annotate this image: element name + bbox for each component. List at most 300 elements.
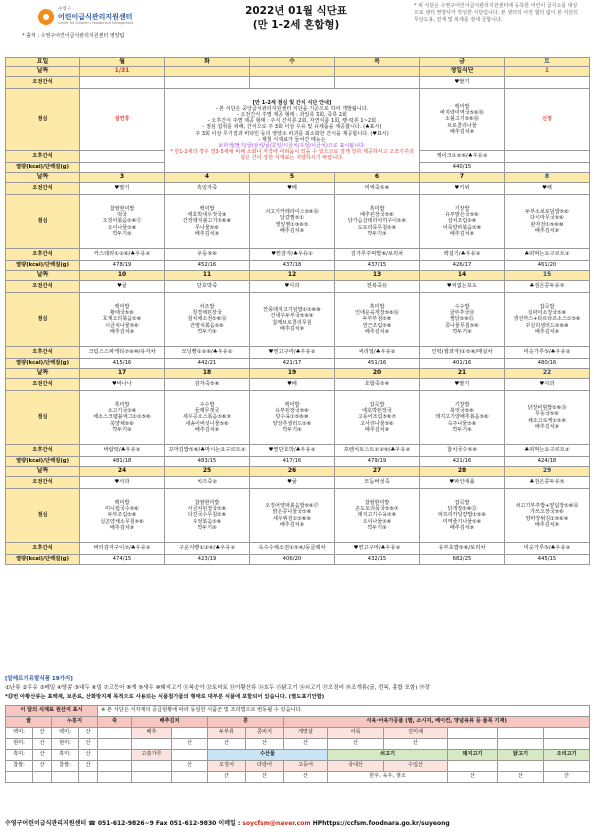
am-snack-cell bbox=[335, 77, 420, 89]
am-snack-cell: 감자죽⑤⑥ bbox=[165, 379, 250, 391]
kcal-cell: 474/15 bbox=[80, 555, 165, 565]
am-snack-cell: ♥귤 bbox=[250, 477, 335, 489]
pm-snack-label: 오후간식 bbox=[6, 445, 80, 457]
date-cell: 25 bbox=[165, 467, 250, 477]
lunch-cell bbox=[335, 489, 420, 543]
pm-snack-cell: ♥찐고구마/♣우유② bbox=[250, 347, 335, 359]
kcal-cell: 432/15 bbox=[335, 555, 420, 565]
date-cell: 24 bbox=[80, 467, 165, 477]
kcal-cell: 452/16 bbox=[165, 261, 250, 271]
am-snack-cell: 전복죽⑱ bbox=[335, 281, 420, 293]
am-snack-cell: 단호박죽 bbox=[165, 281, 250, 293]
pm-snack-label: 오후간식 bbox=[6, 249, 80, 261]
lunch-item: 건새우두부국⑤⑥⑨ bbox=[270, 313, 314, 320]
lunch-item: 깍두기⑨ bbox=[112, 230, 132, 237]
lunch-item: 완자전①⑤⑥⑩ bbox=[530, 221, 564, 228]
lunch-cell bbox=[420, 293, 505, 347]
kcal-cell: 682/25 bbox=[420, 555, 505, 565]
lunch-item: 맑은콩나물국⑤⑥ bbox=[272, 509, 312, 516]
lunch-item: 배추김치⑨ bbox=[194, 230, 220, 237]
lunch-item: 달걀찜⑤① bbox=[280, 215, 304, 222]
origin-note: ※ 본 식단은 식자재의 공급현황에 따라 동일한 식품군 및 조리법으로 변동될 수 있습니다. bbox=[98, 706, 590, 717]
lunch-item: 배추김치⑨ bbox=[109, 524, 135, 531]
origin-chicken-header: 닭고기 bbox=[498, 750, 544, 761]
lunch-cell bbox=[420, 391, 505, 445]
lunch-item: 백미밥 bbox=[454, 104, 470, 111]
lunch-item: 두부부침⑤⑥ bbox=[362, 316, 392, 323]
lunch-item: 무나물⑤⑥ bbox=[195, 224, 219, 231]
origin-rice-header: 쌀 bbox=[6, 717, 52, 728]
lunch-item: 돼지고기양배추볶음⑤⑥ bbox=[435, 414, 489, 421]
lunch-item: 돼지고기수육⑤⑥ bbox=[357, 512, 397, 519]
lunch-item: 들깨무갯국 bbox=[194, 408, 220, 415]
lunch-item: 고동어조림⑤⑥⑦ bbox=[357, 414, 397, 421]
lunch-item: 배추김치⑨ bbox=[534, 328, 560, 335]
pm-snack-cell: 케이크①②⑥/♣우유② bbox=[420, 151, 505, 163]
pm-snack-cell: 찹치국수⑤⑥ bbox=[420, 445, 505, 457]
lunch-cell bbox=[505, 489, 590, 543]
am-snack-cell: 호합죽⑤⑥ bbox=[335, 379, 420, 391]
lunch-item: 백미밥 bbox=[114, 500, 130, 507]
lunch-item: 찹쌀현미밥 bbox=[194, 500, 220, 507]
lunch-item: 파프리카달걀밥①⑤⑥ bbox=[437, 512, 487, 519]
lunch-item: 세우튀김①⑤⑥⑨ bbox=[273, 515, 311, 522]
date-cell: 19 bbox=[250, 369, 335, 379]
lunch-item: 수수밥 bbox=[454, 304, 470, 311]
lunch-item: 두부소보로덮밥⑤⑥ bbox=[525, 209, 569, 216]
lunch-item: 간장돼지불고기⑤⑥⑩ bbox=[182, 218, 232, 225]
pm-snack-cell: ♥찐단호박/♣우유② bbox=[250, 445, 335, 457]
pm-snack-cell: 김가루주먹밥⑥/보리차 bbox=[335, 249, 420, 261]
lunch-item: 무동국⑤⑥ bbox=[535, 411, 559, 418]
meal-menu-table bbox=[5, 57, 590, 565]
lunch-item: 찹쌀현미밥 bbox=[364, 500, 390, 507]
lunch-cell bbox=[250, 293, 335, 347]
lunch-item: 브로콜리나물 bbox=[447, 122, 477, 129]
kcal-cell: 437/18 bbox=[250, 261, 335, 271]
date-cell: 11 bbox=[165, 271, 250, 281]
lunch-item: 배추김치⑨ bbox=[449, 128, 475, 135]
lunch-item: 쇠고기카레라이스⑤⑥⑯ bbox=[265, 209, 319, 216]
date-cell: 5 bbox=[250, 173, 335, 183]
pm-snack-cell: ♣떠먹는요구르트② bbox=[505, 445, 590, 457]
am-snack-cell: ♥배 bbox=[250, 379, 335, 391]
page-header bbox=[0, 0, 594, 56]
lunch-cell bbox=[335, 391, 420, 445]
pm-snack-cell: 모닝빵①②⑥/♣우유② bbox=[165, 347, 250, 359]
lunch-item: 깍두기⑨ bbox=[452, 328, 472, 335]
lunch-cell bbox=[80, 89, 165, 151]
lunch-item: 오이나물⑤⑥ bbox=[362, 518, 392, 525]
am-snack-cell: ♥배 bbox=[505, 183, 590, 195]
date-label: 날짜 bbox=[6, 271, 80, 281]
lunch-item: 기장밥 bbox=[454, 402, 470, 409]
copyright-notice: * 위 식단은 수영구어린이급식관리지원센터에 등록한 어린이 급식소를 대상으로 센터 영양사가 작성한 식단입니다. 본 센터의 사전 협의 없이 본 식단의 무단도용, 전재 및 복제를 절대 금합니다. bbox=[414, 3, 578, 23]
lunch-item: 오징어볶음⑤⑥⑰ bbox=[102, 218, 142, 225]
am-snack-cell: ♥키위 bbox=[420, 183, 505, 195]
kcal-cell bbox=[80, 163, 165, 173]
logo-mark-icon bbox=[38, 9, 54, 25]
lunch-label: 점심 bbox=[6, 89, 80, 151]
date-cell bbox=[335, 67, 420, 77]
date-cell: 12 bbox=[250, 271, 335, 281]
lunch-item: 닭개장⑤⑥⑮ bbox=[447, 506, 477, 513]
kcal-cell: 424/18 bbox=[505, 457, 590, 467]
lunch-item: 채소고로케①⑤⑥ bbox=[527, 417, 567, 424]
date-cell: 29 bbox=[505, 467, 590, 477]
lunch-item: 애호박된장국 bbox=[362, 408, 392, 415]
pm-snack-cell: 바람떡/♣우유② bbox=[80, 445, 165, 457]
origin-seafood-header: 수산물 bbox=[208, 750, 328, 761]
kcal-cell: 461/20 bbox=[505, 261, 590, 271]
am-snack-cell: ♥배 bbox=[250, 183, 335, 195]
kcal-cell: 406/20 bbox=[250, 555, 335, 565]
am-snack-cell: 모듬버섯죽 bbox=[335, 477, 420, 489]
date-cell: 생일식단 bbox=[420, 67, 505, 77]
am-snack-cell: ♥귤 bbox=[80, 281, 165, 293]
lunch-cell bbox=[505, 89, 590, 151]
lunch-item: 꾸실리샐러드⑤⑥⑩ bbox=[525, 322, 569, 329]
weekday-mon: 월 bbox=[80, 58, 165, 67]
lunch-item: 배추김치⑨ bbox=[109, 328, 135, 335]
date-cell: 14 bbox=[420, 271, 505, 281]
lunch-item: 두부조림⑤⑥ bbox=[107, 512, 137, 519]
lunch-item: 오이나물⑤⑥ bbox=[107, 224, 137, 231]
pm-snack-label: 오후간식 bbox=[6, 151, 80, 163]
origin-bean-header: 콩 bbox=[208, 717, 284, 728]
pm-snack-label: 오후간식 bbox=[6, 543, 80, 555]
weekday-tue: 화 bbox=[165, 58, 250, 67]
lunch-item: 배추된장국⑤⑥ bbox=[360, 212, 394, 219]
lunch-item: 황태국⑤⑥ bbox=[110, 310, 134, 317]
lunch-item: 깍두기⑨ bbox=[367, 230, 387, 237]
allergy-note: *⑬번 아황산류는 표백제, 보존료, 산화방지제 목적으로 사용되는 식품첨가물의 형태로 대부분 식품에 포함되어 있습니다. (별도표기안함) bbox=[5, 694, 325, 700]
lunch-item: 배추김치⑨ bbox=[194, 426, 220, 433]
lunch-cell bbox=[505, 195, 590, 249]
lunch-item: 쇠고기부추밥+양념장⑤⑥⑯ bbox=[515, 503, 579, 510]
pm-snack-cell bbox=[505, 151, 590, 163]
kcal-cell: 421/17 bbox=[250, 359, 335, 369]
lunch-item: 시금치나물⑤⑥ bbox=[105, 322, 139, 329]
origin-nurungji-header: 누룽지 bbox=[52, 717, 98, 728]
lunch-item: 미니컵국수⑤⑥ bbox=[105, 506, 139, 513]
lunch-item: 굴부추국⑱ bbox=[449, 310, 475, 317]
am-snack-cell: ♣검은콩두유⑤ bbox=[505, 477, 590, 489]
allergy-list: ①난류 ②우유 ③메밀 ④땅콩 ⑤대두 ⑥밀 ⑦고등어 ⑧게 ⑨새우 ⑩돼지고기 ⑪복숭아 ⑫토마토 ⑬아황산류 ⑭호두 ⑮닭고기 ⑯쇠고기 ⑰오징어 ⑱조개류(굴, 전복, 홍합 포함) ⑲잣 bbox=[5, 685, 430, 691]
lunch-item: 양파장튀김①⑤⑥⑨ bbox=[525, 515, 569, 522]
lunch-item: 북엇국⑤⑥ bbox=[450, 408, 474, 415]
lunch-item: 신정 bbox=[542, 116, 552, 123]
kcal-label: 열량(kcal)/단백질(g) bbox=[6, 359, 80, 369]
kcal-label: 열량(kcal)/단백질(g) bbox=[6, 261, 80, 271]
kcal-cell: 437/15 bbox=[335, 261, 420, 271]
lunch-cell bbox=[505, 391, 590, 445]
lunch-item: 찹쌀현미밥 bbox=[109, 206, 135, 213]
kcal-cell: 426/17 bbox=[420, 261, 505, 271]
lunch-label: 점심 bbox=[6, 489, 80, 543]
am-snack-cell: ♥딸기 bbox=[420, 379, 505, 391]
lunch-item: 다진국수무침⑤⑥ bbox=[187, 512, 227, 519]
kcal-cell: 423/19 bbox=[165, 555, 250, 565]
pm-snack-cell: ♥찐고구마/♣우유② bbox=[335, 543, 420, 555]
kcal-label: 열량(kcal)/단백질(g) bbox=[6, 457, 80, 467]
kcal-cell: 481/18 bbox=[80, 457, 165, 467]
date-label: 날짜 bbox=[6, 67, 80, 77]
lunch-item: 콩나물무침⑤⑥ bbox=[445, 322, 479, 329]
kcal-cell: 479/19 bbox=[335, 457, 420, 467]
date-cell: 1 bbox=[505, 67, 590, 77]
lunch-item: 호계오리볶음⑤⑥ bbox=[102, 316, 142, 323]
lunch-item: 새우공소스볶음⑤⑥⑨ bbox=[182, 414, 232, 421]
lunch-item: 닭가슴살데리야끼구이⑤⑥ bbox=[347, 218, 407, 225]
origin-porridge-header: 죽 bbox=[98, 717, 132, 728]
lunch-item: 배추김치⑨ bbox=[449, 524, 475, 531]
am-snack-cell bbox=[250, 77, 335, 89]
date-cell bbox=[165, 67, 250, 77]
date-cell: 4 bbox=[165, 173, 250, 183]
lunch-item: 유부맑은국⑤⑥ bbox=[445, 212, 479, 219]
lunch-label: 점심 bbox=[6, 293, 80, 347]
lunch-cell bbox=[80, 391, 165, 445]
lunch-cell bbox=[165, 195, 250, 249]
lunch-item: 온도토리묵국⑤⑥⑦ bbox=[355, 506, 399, 513]
lunch-item: 잡곡밥 bbox=[454, 500, 470, 507]
am-snack-label: 오전간식 bbox=[6, 77, 80, 89]
date-cell: 27 bbox=[335, 467, 420, 477]
lunch-item: 깐풍돼지고기덮밥①⑤⑥⑩ bbox=[263, 307, 321, 314]
homepage-link[interactable]: HPhttps://ccfsm.foodnara.go.kr/suyeong bbox=[312, 820, 450, 827]
pm-snack-cell: 미숫가루⑤/♣우유② bbox=[505, 543, 590, 555]
lunch-item: 쑥양채⑤⑥ bbox=[110, 420, 134, 427]
pm-snack-label: 오후간식 bbox=[6, 347, 80, 359]
lunch-item: 잡곡밥 bbox=[539, 304, 555, 311]
origin-table: 이 달의 식재료 원산지 표시 ※ 본 식단은 식자재의 공급현황에 따라 동일한 식품군 및 조리법으로 변동될 수 있습니다. 쌀 누룽지 죽 배추김치 콩 식육·어육가공품 (햄, 소시지, 베이컨, 양념육류 등 품목 기재) 백미: 산 백미: 산 배추 두부류 콩비지 게맛살 어묵 진미채 현미: 산 현미: 산 산 산 산 산 산 산 흑미: 산 흑미: 산 고춧가루 수산물 쇠고기 돼지고기 닭고기 오리고기 찹쌀: 산 찹쌀: 산 산 오징어 다랑어 고등어 국내산 수입산 산 산 산 한우, 육우, 젖소 산 산 산 bbox=[5, 705, 590, 783]
kcal-cell: 478/19 bbox=[80, 261, 165, 271]
am-snack-cell: ♣검은콩두유⑤ bbox=[505, 281, 590, 293]
lunch-item: 설연휴 bbox=[114, 116, 130, 123]
am-snack-cell: 치즈죽② bbox=[165, 477, 250, 489]
lunch-item: 깍두기⑨ bbox=[282, 426, 302, 433]
pm-snack-cell: 꼬마김밥⑤⑥/♣마시는요구르트② bbox=[165, 445, 250, 457]
lunch-item: 배추김치⑨ bbox=[364, 426, 390, 433]
lunch-item: 찜닭⑤⑥⑮ bbox=[449, 316, 475, 323]
pm-snack-cell: 크림스스파게티⑦⑧⑩/유자차 bbox=[80, 347, 165, 359]
weekday-sat: 토 bbox=[505, 58, 590, 67]
lunch-item: 양상추샐러드⑤⑥ bbox=[272, 420, 312, 427]
origin-processed-header: 식육·어육가공품 (햄, 소시지, 베이컨, 양념육류 등 품목 기재) bbox=[284, 717, 590, 728]
kcal-cell: 483/15 bbox=[165, 457, 250, 467]
lunch-cell bbox=[80, 293, 165, 347]
weekday-fri: 금 bbox=[420, 58, 505, 67]
pm-snack-cell bbox=[80, 151, 165, 163]
lunch-item: 실파미소장국⑤⑥ bbox=[527, 310, 567, 317]
am-snack-cell bbox=[505, 77, 590, 89]
weekday-thu: 목 bbox=[335, 58, 420, 67]
pm-snack-cell: 인떡(쌀과자)①⑤⑥/매실차 bbox=[420, 347, 505, 359]
date-cell: 13 bbox=[335, 271, 420, 281]
lunch-item: 배추김치⑨ bbox=[279, 521, 305, 528]
lunch-item: 깍두기⑨ bbox=[367, 524, 387, 531]
pm-snack-cell: 유부초밥⑤⑥/보리차 bbox=[420, 543, 505, 555]
date-cell: 3 bbox=[80, 173, 165, 183]
lunch-item: 유부된장국⑤⑥ bbox=[275, 408, 309, 415]
lunch-label: 점심 bbox=[6, 195, 80, 249]
lunch-item: 가쓰오장국⑤⑥ bbox=[530, 509, 564, 516]
lunch-item: 떡국 bbox=[117, 212, 127, 219]
lunch-cell bbox=[250, 391, 335, 445]
lunch-item: 배추김치⑨ bbox=[534, 521, 560, 528]
lunch-item: 배추김치⑨ bbox=[364, 328, 390, 335]
date-cell: 21 bbox=[420, 369, 505, 379]
am-snack-cell: ♥사과 bbox=[250, 281, 335, 293]
pm-snack-cell: 구운식빵①②⑥/♣우유② bbox=[165, 543, 250, 555]
date-label: 날짜 bbox=[6, 467, 80, 477]
kcal-cell bbox=[505, 163, 590, 173]
date-cell: 6 bbox=[335, 173, 420, 183]
am-snack-cell: ♥딸기 bbox=[80, 183, 165, 195]
kcal-cell: 440/15 bbox=[420, 163, 505, 173]
origin-caption: 이 달의 식재료 원산지 표시 bbox=[6, 706, 98, 717]
lunch-item: 배추김치⑨ bbox=[279, 325, 305, 332]
date-cell: 20 bbox=[335, 369, 420, 379]
lunch-cell bbox=[80, 195, 165, 249]
pm-snack-cell: 버터감자구이⑦/♣우유② bbox=[80, 543, 165, 555]
lunch-item: 오징어양파볶음밥⑤⑥⑰ bbox=[265, 503, 319, 510]
lunch-item: 생선까스+타르타르소스①⑤⑥ bbox=[513, 316, 581, 323]
date-cell: 22 bbox=[505, 369, 590, 379]
lunch-item: 흑미밥 bbox=[369, 206, 385, 213]
lunch-item: 삼치조림⑤⑥ bbox=[447, 218, 477, 225]
lunch-cell bbox=[165, 293, 250, 347]
lunch-cell bbox=[420, 195, 505, 249]
kcal-cell: 480/16 bbox=[505, 359, 590, 369]
date-cell: 28 bbox=[420, 467, 505, 477]
lunch-item: 바지락미역국⑤⑥⑱ bbox=[440, 110, 484, 117]
origin-duck-header: 오리고기 bbox=[544, 750, 590, 761]
lunch-item: 시금치된장국⑤⑥ bbox=[187, 506, 227, 513]
date-cell: 26 bbox=[250, 467, 335, 477]
pm-snack-cell: ♥찐감자/♣우유② bbox=[250, 249, 335, 261]
date-cell: 15 bbox=[505, 271, 590, 281]
kcal-cell: 445/15 bbox=[505, 555, 590, 565]
lunch-item: 고사리나물⑤⑥ bbox=[360, 420, 394, 427]
lunch-item: 깍두기⑨ bbox=[197, 524, 217, 531]
date-cell: 7 bbox=[420, 173, 505, 183]
lunch-item: 백미밥 bbox=[199, 206, 215, 213]
footer-contact: 수영구어린이급식관리지원센터 ☎ 051-612-9826~9 Fax 051-612-9830 이메일 : soycfsm@naver.com HPhttps://ccfsm.foodnara.go.kr/suyeong bbox=[5, 820, 450, 827]
am-snack-label: 오전간식 bbox=[6, 183, 80, 195]
lunch-item: 도토리묵무침⑤⑥ bbox=[357, 224, 397, 231]
allergy-title: [알레르기유발식품 19가지] bbox=[5, 676, 73, 682]
pm-snack-cell: 옥수수채소전①⑤⑥/동글레차 bbox=[250, 543, 335, 555]
kcal-cell: 442/21 bbox=[165, 359, 250, 369]
lunch-item: 애호박새우젓국⑨ bbox=[187, 212, 227, 219]
lunch-item: 다시마무국⑤⑥ bbox=[530, 215, 564, 222]
lunch-item: 인애운육개장⑤⑥⑯ bbox=[355, 310, 399, 317]
lunch-cell bbox=[80, 489, 165, 543]
origin-beef-header: 쇠고기 bbox=[328, 750, 448, 761]
lunch-label: 점심 bbox=[6, 391, 80, 445]
date-cell: 1/31 bbox=[80, 67, 165, 77]
am-snack-label: 오전간식 bbox=[6, 477, 80, 489]
lunch-item: 침치채소전⑤⑥⑯ bbox=[187, 316, 227, 323]
email-link[interactable]: soycfsm@naver.com bbox=[242, 820, 311, 827]
pm-snack-cell: 우동⑤⑥ bbox=[165, 249, 250, 261]
lunch-item: 닭장비빔밥⑤⑥⑯ bbox=[527, 405, 567, 412]
lunch-item: 기장밥 bbox=[454, 206, 470, 213]
weekday-label: 요일 bbox=[6, 58, 80, 67]
lunch-item: 차조밥 bbox=[199, 304, 215, 311]
date-cell: 8 bbox=[505, 173, 590, 183]
lunch-item: 참깨브로콜리무침 bbox=[272, 319, 312, 326]
lunch-cell bbox=[335, 195, 420, 249]
lunch-item: 탕수육①⑤⑥⑩ bbox=[275, 414, 309, 421]
lunch-item: 잡곡밥 bbox=[369, 402, 385, 409]
lunch-item: 배추김치⑨ bbox=[449, 230, 475, 237]
lunch-item: 잔멸치볶음⑤⑥ bbox=[190, 322, 224, 329]
am-snack-label: 오전간식 bbox=[6, 379, 80, 391]
lunch-item: 흑미밥 bbox=[114, 402, 130, 409]
pm-snack-cell: 씨리얼/♣우유② bbox=[335, 347, 420, 359]
date-label: 날짜 bbox=[6, 173, 80, 183]
lunch-item: 깻잎찜①③⑥⑤ bbox=[275, 221, 309, 228]
am-snack-cell bbox=[80, 77, 165, 89]
lunch-item: 배추김치⑨ bbox=[279, 227, 305, 234]
lunch-item: 배추김치⑨ bbox=[534, 423, 560, 430]
am-snack-cell: 흑임자죽 bbox=[165, 183, 250, 195]
origin-pork-header: 돼지고기 bbox=[448, 750, 498, 761]
lunch-item: 미역줄기나물⑤⑥ bbox=[442, 518, 482, 525]
lunch-item: 실곤약채소무침⑤⑥ bbox=[100, 518, 144, 525]
lunch-cell bbox=[505, 293, 590, 347]
lunch-item: 배추김치⑨ bbox=[534, 227, 560, 234]
kcal-cell: 401/16 bbox=[420, 359, 505, 369]
pm-snack-cell: 카스테라①②⑥/♣우유② bbox=[80, 249, 165, 261]
kcal-label: 열량(kcal)/단백질(g) bbox=[6, 163, 80, 173]
lunch-cell bbox=[420, 89, 505, 151]
date-cell: 17 bbox=[80, 369, 165, 379]
lunch-cell bbox=[165, 391, 250, 445]
pm-snack-cell: 프렌치토스트①②⑥/♣우유② bbox=[335, 445, 420, 457]
lunch-cell bbox=[420, 489, 505, 543]
center-logo: 수영구 어린이급식관리지원센터 Center for Children's Foodservice Management bbox=[38, 6, 136, 28]
kcal-cell: 421/16 bbox=[420, 457, 505, 467]
am-snack-cell: ♥딸기 bbox=[420, 77, 505, 89]
date-label: 날짜 bbox=[6, 369, 80, 379]
am-snack-cell: ♥사과 bbox=[505, 379, 590, 391]
date-cell: 10 bbox=[80, 271, 165, 281]
pm-snack-cell: ♣떠먹는요구르트② bbox=[505, 249, 590, 261]
am-snack-cell: ♥파인애플 bbox=[420, 477, 505, 489]
lunch-item: 소고기국⑤⑥ bbox=[107, 408, 137, 415]
kcal-cell: 451/16 bbox=[335, 359, 420, 369]
lunch-item: 청경채된장국 bbox=[192, 310, 222, 317]
pm-snack-cell: 백설기/♣우유② bbox=[420, 249, 505, 261]
page-title: 2022년 01월 식단표 (만 1-2세 혼합형) bbox=[245, 5, 347, 32]
lunch-cell bbox=[250, 489, 335, 543]
source-note: * 출처 : 수영구어린이급식관리지원센터 영양팀 bbox=[22, 33, 125, 39]
am-snack-cell: ♥바나나 bbox=[80, 379, 165, 391]
lunch-item: 우엉볶음⑤⑥ bbox=[192, 518, 222, 525]
lunch-item: 흑미밥 bbox=[369, 304, 385, 311]
date-cell: 18 bbox=[165, 369, 250, 379]
lunch-item: 숙주나물⑤⑥ bbox=[447, 420, 477, 427]
lunch-item: 새송이버섯나물⑤⑥ bbox=[185, 420, 229, 427]
date-cell bbox=[250, 67, 335, 77]
lunch-cell bbox=[165, 489, 250, 543]
weekday-header-row bbox=[6, 58, 590, 67]
lunch-cell bbox=[250, 195, 335, 249]
